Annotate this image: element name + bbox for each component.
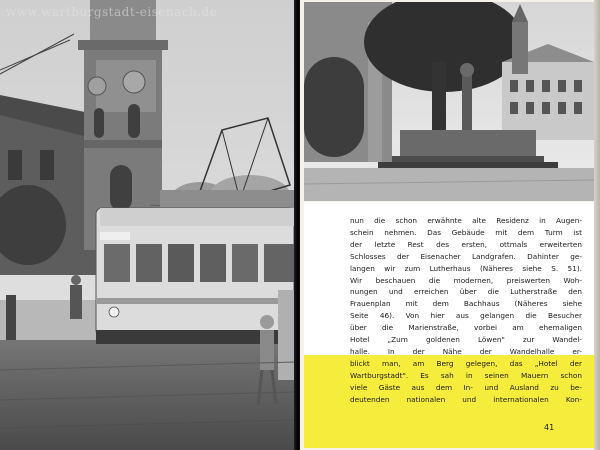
text-line: halle. In der Nähe der Wandelhalle er- (350, 346, 582, 356)
fountain-townhall-photo (304, 2, 598, 201)
text-line: viele Gäste aus dem In- und Ausland zu be- (350, 382, 582, 392)
left-page (0, 0, 298, 450)
text-line: Schlosses der Eisenacher Landgrafen. Dahinter ge- (350, 251, 582, 261)
text-line: Hotel „Zum goldenen Löwen" zur Wandel- (350, 335, 582, 345)
watermark-text: www.wartburgstadt-eisenach.de (6, 5, 218, 19)
text-line: der letzte Rest des ersten, ottmals erweiterten (350, 239, 582, 249)
text-line: deutenden nationalen und internationalen Kon- (350, 394, 582, 404)
text-line: schein nehmen. Das Gebäude mit dem Turm ist (350, 227, 582, 237)
body-text (350, 215, 582, 406)
text-line: über die Marienstraße, vorbei am ehemaligen (350, 323, 582, 333)
text-line: nun die schon erwähnte alte Residenz in Augen- (350, 216, 582, 225)
text-line: langen wir zum Lutherhaus (Näheres siehe S. 51). (350, 263, 582, 273)
page-number: 41 (544, 423, 555, 432)
text-line: nungen und erreichen über die Lutherstraße den (350, 287, 582, 297)
tram-church-photo (0, 0, 294, 450)
page-edge (594, 0, 600, 450)
text-line: Frauenplan mit dem Bachhaus (Näheres siehe (350, 299, 582, 309)
text-line: Seite 46). Von hier aus gelangen die Besucher (350, 311, 582, 321)
text-line: Wartburgstadt". Es sah in seinen Mauern schon (350, 370, 582, 380)
text-line: Wir beschauen die modernen, preiswerten Woh- (350, 275, 582, 285)
text-line: blickt man, am Berg gelegen, das „Hotel der (350, 358, 582, 368)
